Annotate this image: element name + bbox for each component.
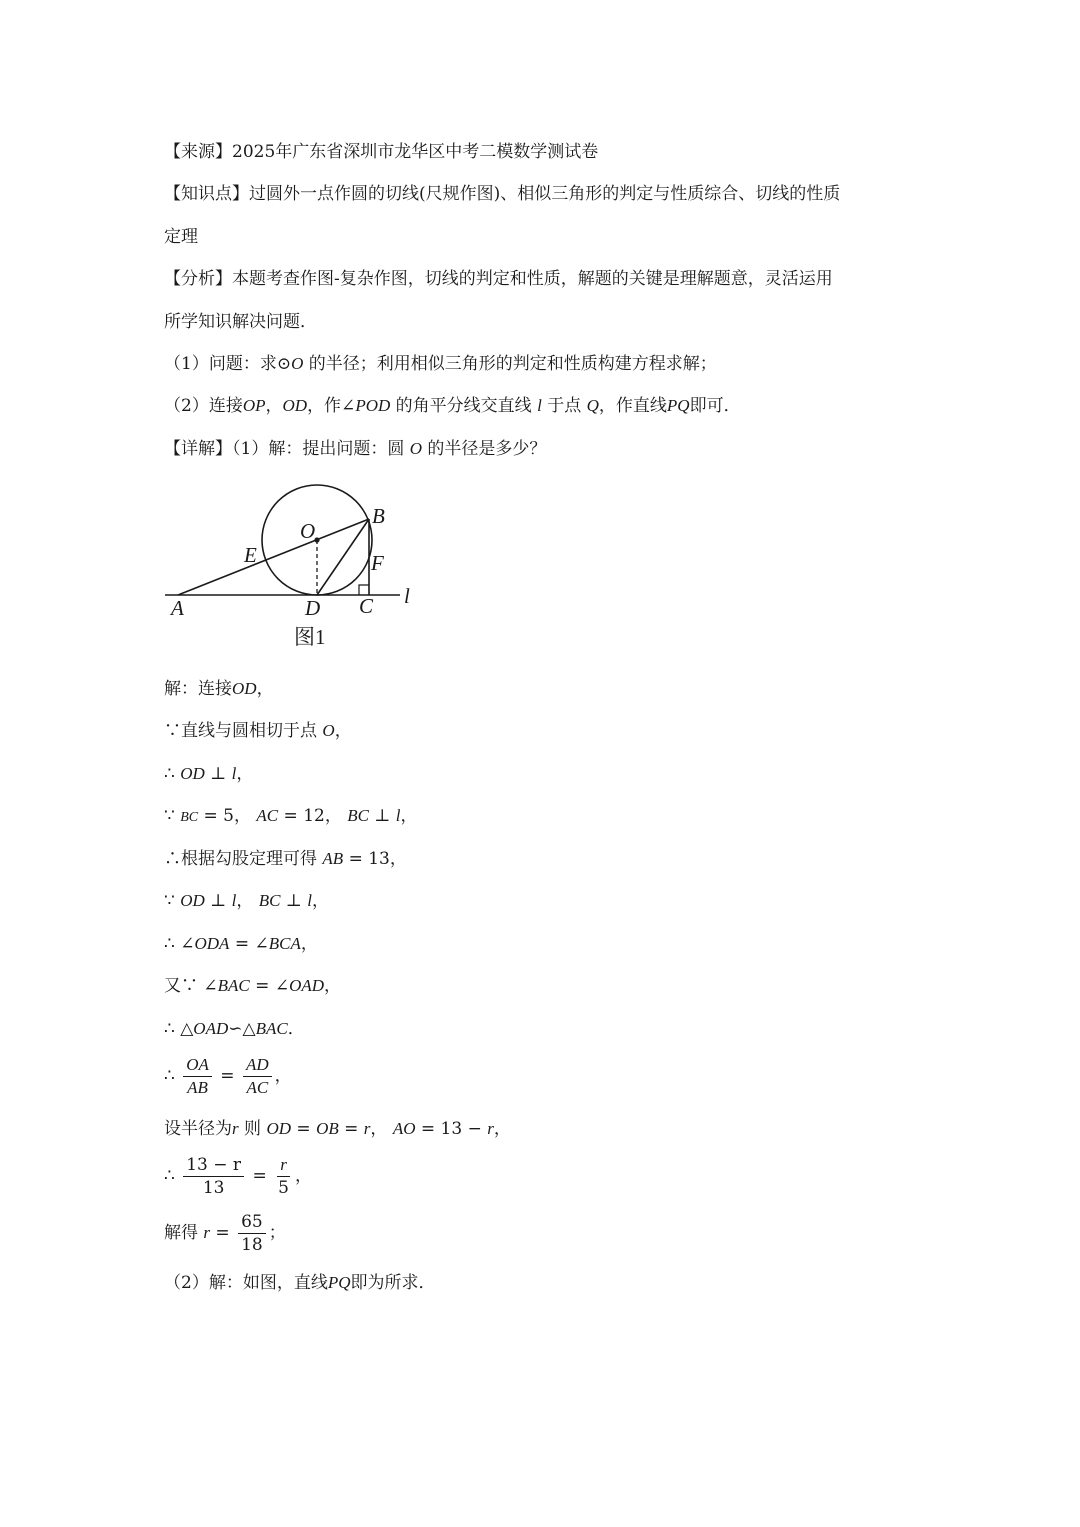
analysis-text: 本题考查作图-复杂作图，切线的判定和性质，解题的关键是理解题意，灵活运用 (232, 269, 833, 289)
label-l: l (404, 584, 410, 608)
math-var: PQ (327, 1273, 351, 1292)
source-line (164, 140, 598, 164)
text-run: = (247, 1166, 273, 1186)
fraction (243, 1054, 272, 1099)
text-run: = 13， (343, 849, 407, 869)
segment-bd (317, 519, 369, 595)
solution-step-1 (164, 677, 274, 701)
math-var: BC (180, 810, 199, 825)
text-run: 解得 (164, 1223, 204, 1243)
math-var: OD (266, 1119, 291, 1138)
solution-step-14 (164, 1271, 436, 1295)
text-run: ， (236, 891, 259, 911)
math-var: l (231, 891, 237, 910)
text-run: ． (287, 1019, 305, 1039)
analysis-point-1 (164, 352, 717, 376)
fraction (275, 1154, 292, 1199)
text-run: ， (312, 891, 329, 911)
text-run: ∵ (164, 806, 181, 826)
text-run: ∴ △ (164, 1019, 194, 1039)
text-run: ∴ ∠ (164, 934, 195, 954)
math-var: OD (232, 679, 257, 698)
text-run: ， (334, 721, 352, 741)
solution-step-3 (164, 762, 253, 786)
text-run: ， (256, 679, 274, 699)
detail-line (164, 437, 546, 461)
math-var: OP (242, 396, 266, 415)
solution-step-12 (164, 1154, 312, 1199)
solution-step-7 (164, 932, 318, 956)
text-run: 的半径是多少？ (422, 439, 547, 459)
fraction-numerator: OA (183, 1054, 212, 1077)
math-var: BCA (268, 934, 301, 953)
math-var: r (232, 1119, 239, 1138)
text-run: ，作直线 (598, 396, 667, 416)
text-run: ⊥ (204, 764, 232, 784)
label-o: O (300, 519, 316, 543)
segment-ab (178, 519, 369, 595)
solution-step-10 (164, 1054, 292, 1099)
text-run: （2）连接 (164, 396, 243, 416)
text-run: ∴ (164, 1066, 181, 1086)
knowledge-line-2 (164, 225, 198, 249)
label-a: A (171, 596, 184, 620)
fraction-numerator: 13 − r (183, 1154, 244, 1177)
figure-caption: 图1 (294, 625, 326, 649)
math-var: r (203, 1223, 211, 1242)
text-run: ∽△ (228, 1019, 256, 1039)
text-run: 即可． (689, 396, 741, 416)
text-run: = 5， (198, 806, 257, 826)
math-var: OB (316, 1119, 339, 1138)
math-var: Q (586, 396, 599, 415)
analysis-text-2: 所学知识解决问题． (164, 312, 317, 332)
center-dot (314, 537, 319, 542)
text-run: ； (268, 1223, 286, 1243)
text-run: ， (274, 1066, 292, 1086)
solution-step-6 (164, 889, 329, 913)
analysis-line (164, 267, 833, 291)
text-run: ， (265, 396, 283, 416)
math-var: OD (180, 891, 205, 910)
fraction-denominator: 5 (278, 1178, 289, 1198)
math-var: BAC (255, 1019, 288, 1038)
knowledge-text: 过圆外一点作圆的切线(尺规作图)、相似三角形的判定与性质综合、切线的性质 (249, 184, 841, 204)
analysis-point-2 (164, 394, 741, 418)
solution-step-11 (164, 1117, 511, 1141)
math-var: BC (347, 806, 369, 825)
text-run: ，作∠ (307, 396, 356, 416)
math-var: PQ (666, 396, 690, 415)
math-var: l (231, 764, 237, 783)
analysis-line-2 (164, 310, 317, 334)
knowledge-line (164, 182, 840, 206)
fraction (183, 1054, 212, 1099)
source-text: 2025年广东省深圳市龙华区中考二模数学测试卷 (232, 142, 599, 162)
text-run: ， (324, 976, 342, 996)
fraction (183, 1154, 244, 1199)
text-run: = (214, 1066, 240, 1086)
math-var: O (291, 354, 304, 373)
text-run: ， (493, 1119, 511, 1139)
math-var: BAC (217, 976, 250, 995)
text-run: 解：连接 (164, 679, 232, 699)
text-run: 则 (238, 1119, 267, 1139)
label-d: D (305, 596, 321, 620)
text-run: = (291, 1119, 317, 1139)
fraction (238, 1211, 266, 1256)
text-run: （1）问题：求⊙ (164, 354, 292, 374)
label-b: B (372, 504, 385, 528)
solution-step-9 (164, 1017, 305, 1041)
solution-step-13 (164, 1211, 286, 1256)
text-run: ⊥ (280, 891, 308, 911)
math-var: O (409, 439, 423, 458)
text-run: 设半径为 (164, 1119, 232, 1139)
text-run: （1）解：提出问题：圆 (232, 439, 410, 459)
text-run: ⊥ (204, 891, 232, 911)
analysis-tag: 【分析】 (164, 269, 232, 289)
label-e: E (244, 543, 257, 567)
solution-step-2 (164, 719, 352, 743)
math-var: OD (180, 764, 205, 783)
text-run: ∵直线与圆相切于点 (164, 721, 323, 741)
text-run: ， (300, 934, 318, 954)
math-var: BC (258, 891, 281, 910)
math-var: POD (355, 396, 391, 415)
source-tag: 【来源】 (164, 142, 232, 162)
fraction-denominator: 13 (202, 1178, 225, 1198)
fraction-numerator: 65 (238, 1211, 266, 1234)
text-run: 的半径；利用相似三角形的判定和性质构建方程求解； (303, 354, 717, 374)
math-var: l (395, 806, 401, 825)
geometry-figure (160, 478, 430, 658)
math-var: l (307, 891, 312, 910)
math-var: O (322, 721, 335, 740)
text-run: = ∠ (249, 976, 290, 996)
math-var: AC (256, 806, 279, 825)
math-var: AB (322, 849, 344, 868)
knowledge-tag: 【知识点】 (164, 184, 249, 204)
fraction-numerator: r (277, 1154, 290, 1177)
text-run: = (338, 1119, 364, 1139)
text-run: = (210, 1223, 236, 1243)
detail-tag: 【详解】 (164, 439, 232, 459)
text-run: 于点 (541, 396, 587, 416)
math-var: AO (392, 1119, 416, 1138)
fraction-denominator: AC (246, 1078, 269, 1097)
knowledge-text-2: 定理 (164, 227, 198, 247)
math-var: OAD (289, 976, 325, 995)
text-run: ， (400, 806, 418, 826)
fraction-denominator: 18 (241, 1235, 263, 1255)
text-run: ， (236, 764, 254, 784)
text-run: ， (294, 1166, 312, 1186)
math-var: ODA (194, 934, 230, 953)
text-run: 的角平分线交直线 (390, 396, 538, 416)
fraction-denominator: AB (187, 1078, 208, 1097)
text-run: （2）解：如图，直线 (164, 1273, 328, 1293)
label-c: C (359, 594, 374, 618)
math-var: OAD (193, 1019, 229, 1038)
fraction-numerator: AD (243, 1054, 272, 1077)
text-run: 即为所求． (350, 1273, 436, 1293)
solution-step-4 (164, 804, 418, 830)
math-var: r (487, 1119, 494, 1138)
math-var: l (537, 396, 542, 415)
math-var: r (363, 1119, 371, 1138)
text-run: ∴ (164, 764, 181, 784)
label-f: F (371, 551, 384, 575)
text-run: 又∵ ∠ (164, 976, 218, 996)
text-run: ， (370, 1119, 393, 1139)
solution-step-5 (164, 847, 407, 871)
solution-step-8 (164, 974, 341, 998)
text-run: = ∠ (229, 934, 269, 954)
text-run: = 12， (278, 806, 348, 826)
text-run: ∴根据勾股定理可得 (164, 849, 323, 869)
text-run: ∵ (164, 891, 181, 911)
text-run: ∴ (164, 1166, 181, 1186)
text-run: = 13 − (415, 1119, 488, 1139)
math-var: OD (282, 396, 308, 415)
text-run: ⊥ (368, 806, 396, 826)
